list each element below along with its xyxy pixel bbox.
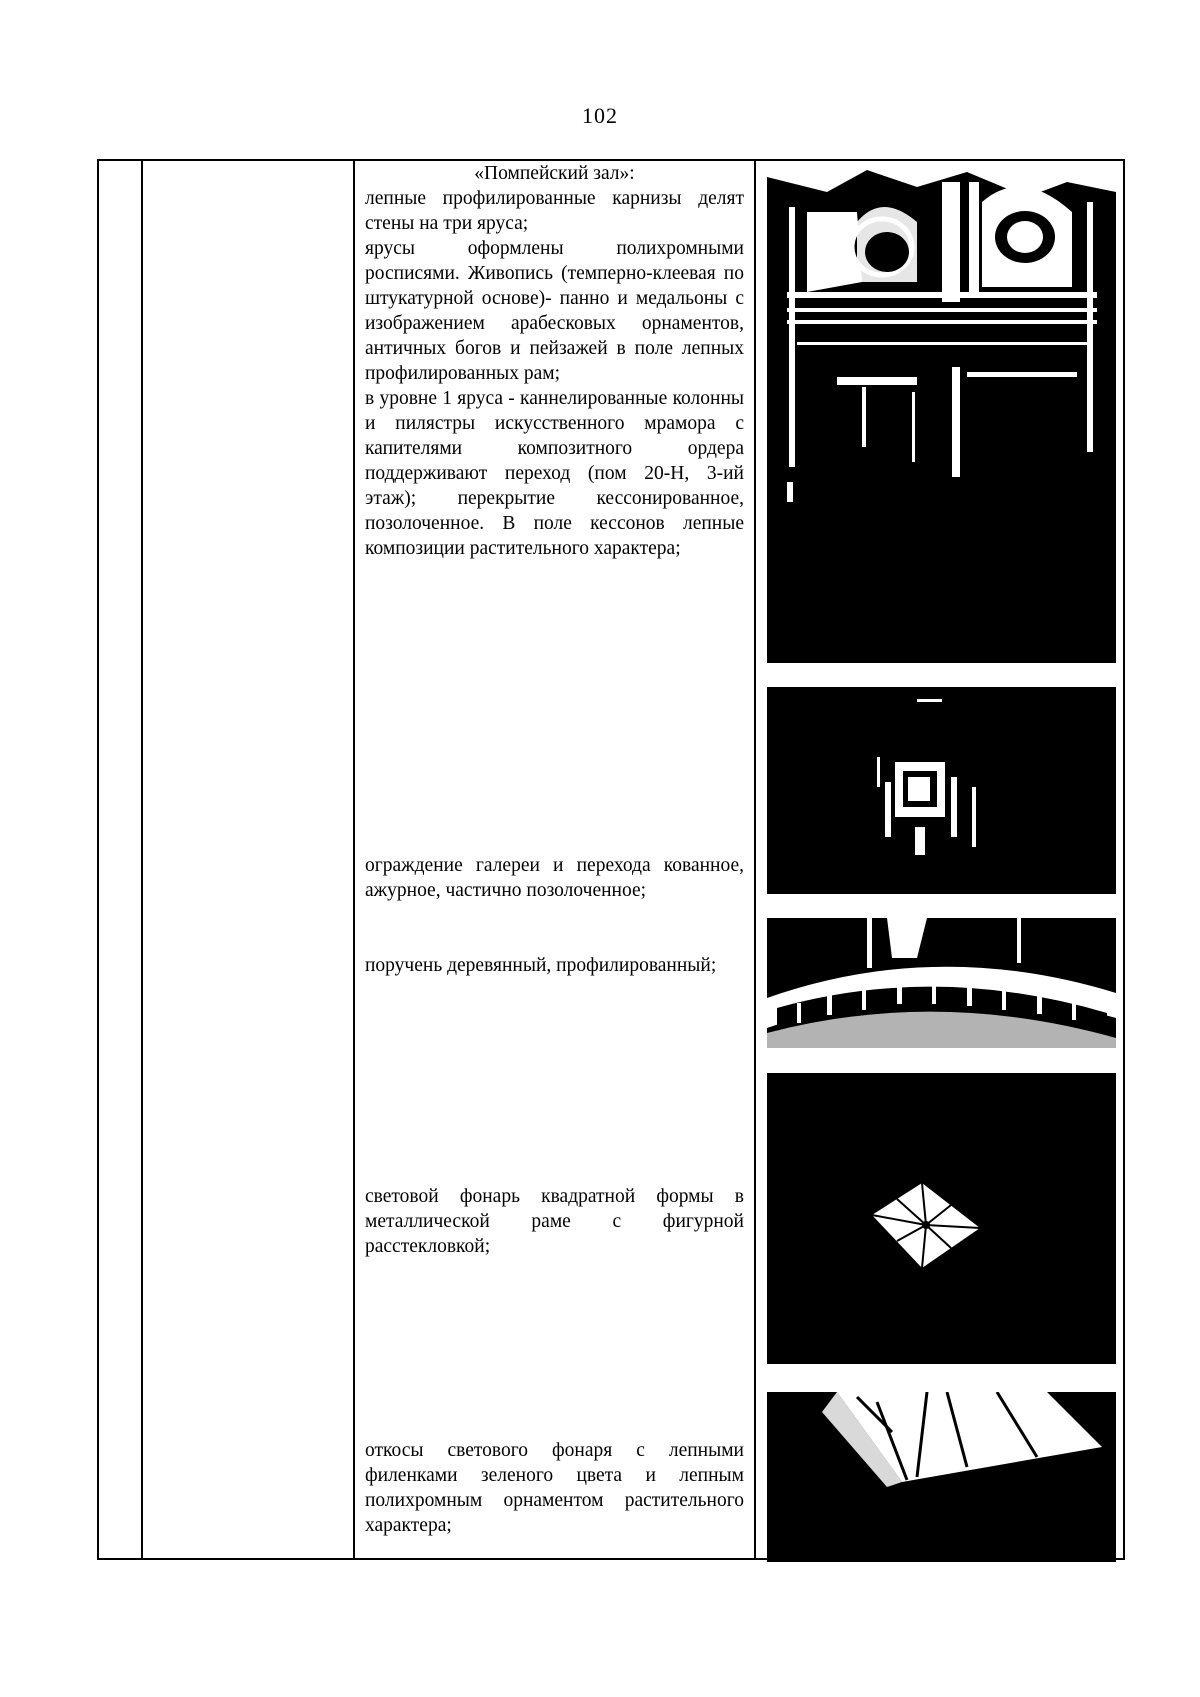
description-handrail <box>365 953 744 978</box>
photo-handrail <box>767 918 1116 1048</box>
description-railing <box>365 853 744 903</box>
photo-skylight <box>767 1073 1116 1364</box>
description-paragraph: откосы светового фонаря с лепными филенками зеленого цвета и лепным полихромным орнаментом растительного характера; <box>365 1440 744 1536</box>
description-paragraph: ограждение галереи и перехода кованное, ажурное, частично позолоченное; <box>365 855 744 901</box>
description-skylight-slopes <box>365 1438 744 1538</box>
column-divider-3 <box>754 159 756 1560</box>
section-heading: «Помпейский зал»: <box>474 163 635 184</box>
description-paragraph: лепные профилированные карнизы делят стены на три яруса; <box>365 188 744 234</box>
description-paragraph: световой фонарь квадратной формы в металлической раме с фигурной расстекловкой; <box>365 1186 744 1257</box>
description-paragraph: поручень деревянный, профилированный; <box>365 955 717 976</box>
photo-hall-walls <box>767 162 1116 663</box>
description-paragraph: в уровне 1 яруса - каннелированные колонны и пилястры искусственного мрамора с капителями композитного ордера поддерживают переход (пом 20-Н, 3-ий этаж); перекрытие кессонированное, позолоченное. В поле кессонов лепные композиции растительного характера; <box>365 388 744 559</box>
description-skylight <box>365 1184 744 1259</box>
column-divider-1 <box>141 159 143 1560</box>
description-pompeian-hall <box>365 161 744 561</box>
photo-gallery-railing <box>767 687 1116 894</box>
page-number: 102 <box>582 103 618 128</box>
column-divider-2 <box>353 159 355 1560</box>
description-paragraph: ярусы оформлены полихромными росписями. Живопись (темперно-клеевая по штукатурной основе)- панно и медальоны с изображением арабесковых орнаментов, античных богов и пейзажей в поле лепных профилированных рам; <box>365 238 744 384</box>
photo-skylight-slopes <box>767 1392 1116 1562</box>
